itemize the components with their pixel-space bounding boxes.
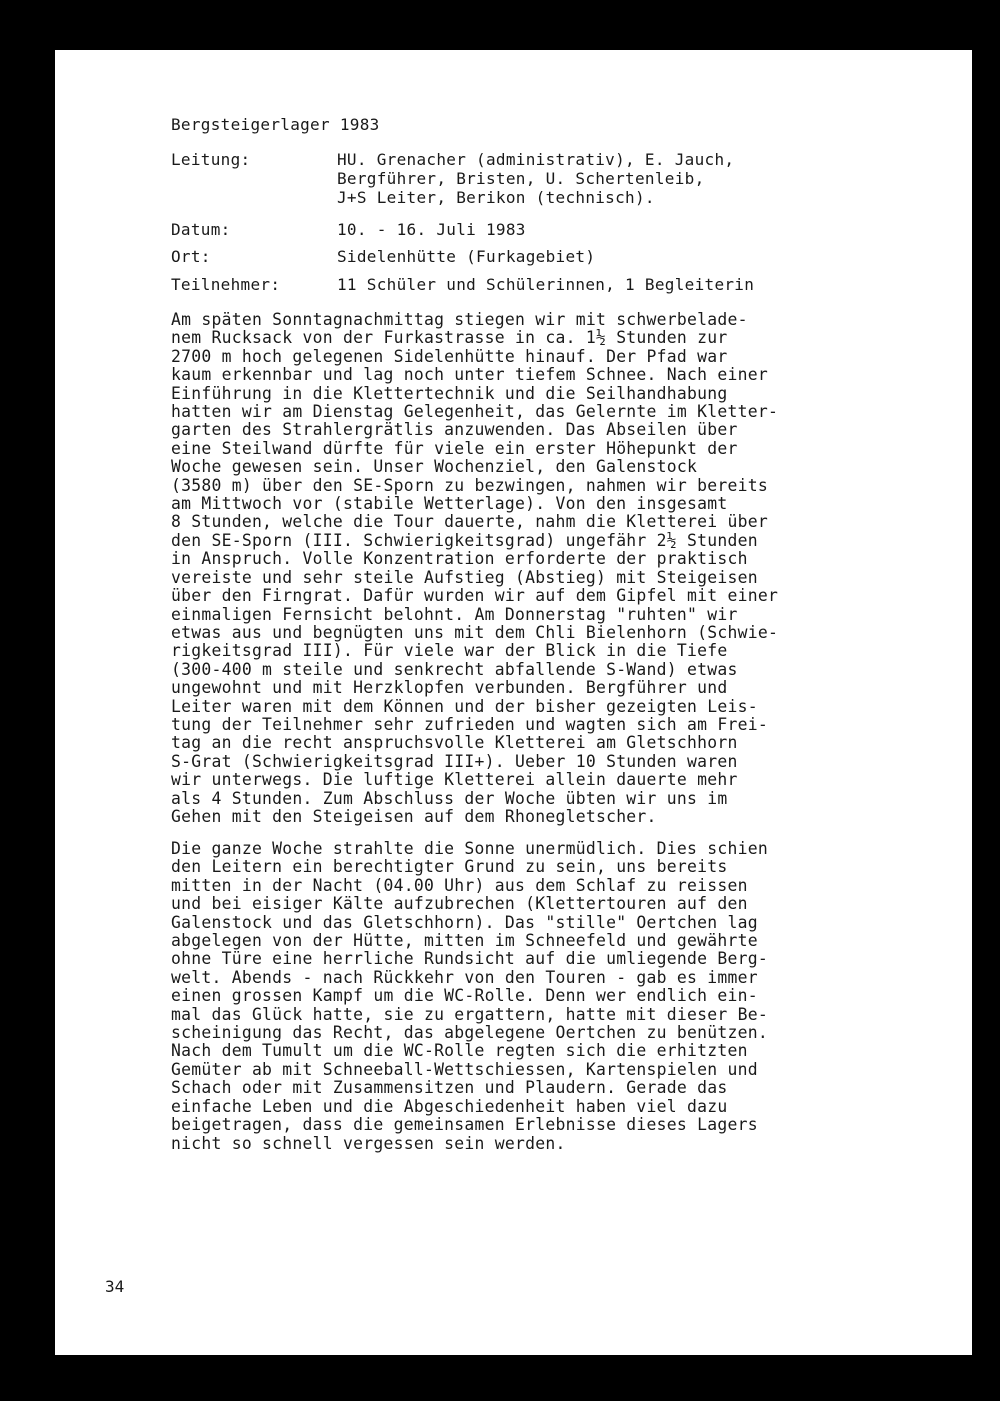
text-line: Die ganze Woche strahlte die Sonne unermüdlich. Dies schien <box>171 839 768 858</box>
text-line: am Mittwoch vor (stabile Wetterlage). Von den insgesamt <box>171 494 728 514</box>
text-line: kaum erkennbar und lag noch unter tiefem Schnee. Nach einer <box>171 365 768 385</box>
text-line: 8 Stunden, welche die Tour dauerte, nahm die Kletterei über <box>171 512 768 532</box>
text-line: wir unterwegs. Die luftige Kletterei allein dauerte mehr <box>171 770 738 790</box>
text-line: nicht so schnell vergessen sein werden. <box>171 1133 566 1153</box>
text-line: eine Steilwand dürfte für viele ein erster Höhepunkt der <box>171 438 738 458</box>
meta-datum <box>171 220 871 240</box>
page-number: 34 <box>105 1277 125 1296</box>
teilnehmer-value: 11 Schüler und Schülerinnen, 1 Begleiterin <box>337 275 755 294</box>
text-line: Gemüter ab mit Schneeball-Wettschiessen, Kartenspielen und <box>171 1059 758 1079</box>
document-title: Bergsteigerlager 1983 <box>171 115 380 134</box>
text-line: 2700 m hoch gelegenen Sidelenhütte hinauf. Der Pfad war <box>171 346 728 366</box>
text-line: Nach dem Tumult um die WC-Rolle regten sich die erhitzten <box>171 1041 748 1061</box>
paragraph-1 <box>171 311 861 826</box>
text-line: Woche gewesen sein. Unser Wochenziel, den Galenstock <box>171 457 698 477</box>
text-line: welt. Abends - nach Rückkehr von den Touren - gab es immer <box>171 967 758 987</box>
leitung-line: Bergführer, Bristen, U. Schertenleib, <box>337 169 705 188</box>
text-line: ohne Türe eine herrliche Rundsicht auf die umliegende Berg- <box>171 949 768 969</box>
text-line: mal das Glück hatte, sie zu ergattern, hatte mit dieser Be- <box>171 1004 768 1024</box>
text-line: abgelegen von der Hütte, mitten im Schneefeld und gewährte <box>171 931 758 951</box>
text-line: über den Firngrat. Dafür wurden wir auf dem Gipfel mit einer <box>171 586 779 606</box>
text-line: mitten in der Nacht (04.00 Uhr) aus dem Schlaf zu reissen <box>171 875 748 895</box>
text-line: ungewohnt und mit Herzklopfen verbunden. Bergführer und <box>171 678 728 698</box>
text-line: Galenstock und das Gletschhorn). Das "stille" Oertchen lag <box>171 912 758 932</box>
text-line: Leiter waren mit dem Können und der bisher gezeigten Leis- <box>171 696 758 716</box>
ort-value: Sidelenhütte (Furkagebiet) <box>337 247 596 266</box>
leitung-label: Leitung: <box>171 150 251 169</box>
meta-ort <box>171 247 871 267</box>
text-line: nem Rucksack von der Furkastrasse in ca. 1½ Stunden zur <box>171 328 728 348</box>
document-page <box>55 50 972 1355</box>
datum-value: 10. - 16. Juli 1983 <box>337 220 526 239</box>
text-line: Schach oder mit Zusammensitzen und Plaudern. Gerade das <box>171 1078 728 1098</box>
text-line: tag an die recht anspruchsvolle Kletterei am Gletschhorn <box>171 733 738 753</box>
teilnehmer-label: Teilnehmer: <box>171 275 281 294</box>
text-line: Gehen mit den Steigeisen auf dem Rhonegletscher. <box>171 806 657 826</box>
text-line: beigetragen, dass die gemeinsamen Erlebnisse dieses Lagers <box>171 1115 758 1135</box>
text-line: als 4 Stunden. Zum Abschluss der Woche übten wir uns im <box>171 788 728 808</box>
text-line: hatten wir am Dienstag Gelegenheit, das Gelernte im Kletter- <box>171 402 779 422</box>
text-line: garten des Strahlergrätlis anzuwenden. Das Abseilen über <box>171 420 738 440</box>
text-line: S-Grat (Schwierigkeitsgrad III+). Ueber 10 Stunden waren <box>171 751 738 771</box>
text-line: tung der Teilnehmer sehr zufrieden und wagten sich am Frei- <box>171 714 768 734</box>
meta-leitung <box>171 150 871 210</box>
text-line: vereiste und sehr steile Aufstieg (Abstieg) mit Steigeisen <box>171 567 758 587</box>
text-line: einfache Leben und die Abgeschiedenheit haben viel dazu <box>171 1096 728 1116</box>
text-line: etwas aus und begnügten uns mit dem Chli Bielenhorn (Schwie- <box>171 622 779 642</box>
paragraph-2 <box>171 840 861 1153</box>
text-line: rigkeitsgrad III). Für viele war der Blick in die Tiefe <box>171 641 728 661</box>
ort-label: Ort: <box>171 247 211 266</box>
text-line: einmaligen Fernsicht belohnt. Am Donnerstag "ruhten" wir <box>171 604 738 624</box>
meta-teilnehmer <box>171 275 871 295</box>
text-line: den Leitern ein berechtigter Grund zu sein, uns bereits <box>171 857 728 877</box>
text-line: (300-400 m steile und senkrecht abfallende S-Wand) etwas <box>171 659 738 679</box>
text-line: und bei eisiger Kälte aufzubrechen (Klettertouren auf den <box>171 894 748 914</box>
text-line: Einführung in die Klettertechnik und die Seilhandhabung <box>171 383 728 403</box>
leitung-value <box>337 150 857 207</box>
text-line: Am späten Sonntagnachmittag stiegen wir mit schwerbelade- <box>171 310 748 329</box>
text-line: (3580 m) über den SE-Sporn zu bezwingen, nahmen wir bereits <box>171 475 768 495</box>
text-line: einen grossen Kampf um die WC-Rolle. Denn wer endlich ein- <box>171 986 758 1006</box>
text-line: scheinigung das Recht, das abgelegene Oertchen zu benützen. <box>171 1023 768 1043</box>
leitung-line: J+S Leiter, Berikon (technisch). <box>337 188 655 207</box>
text-line: in Anspruch. Volle Konzentration erforderte der praktisch <box>171 549 748 569</box>
leitung-line: HU. Grenacher (administrativ), E. Jauch, <box>337 150 735 169</box>
datum-label: Datum: <box>171 220 231 239</box>
text-line: den SE-Sporn (III. Schwierigkeitsgrad) ungefähr 2½ Stunden <box>171 530 758 550</box>
